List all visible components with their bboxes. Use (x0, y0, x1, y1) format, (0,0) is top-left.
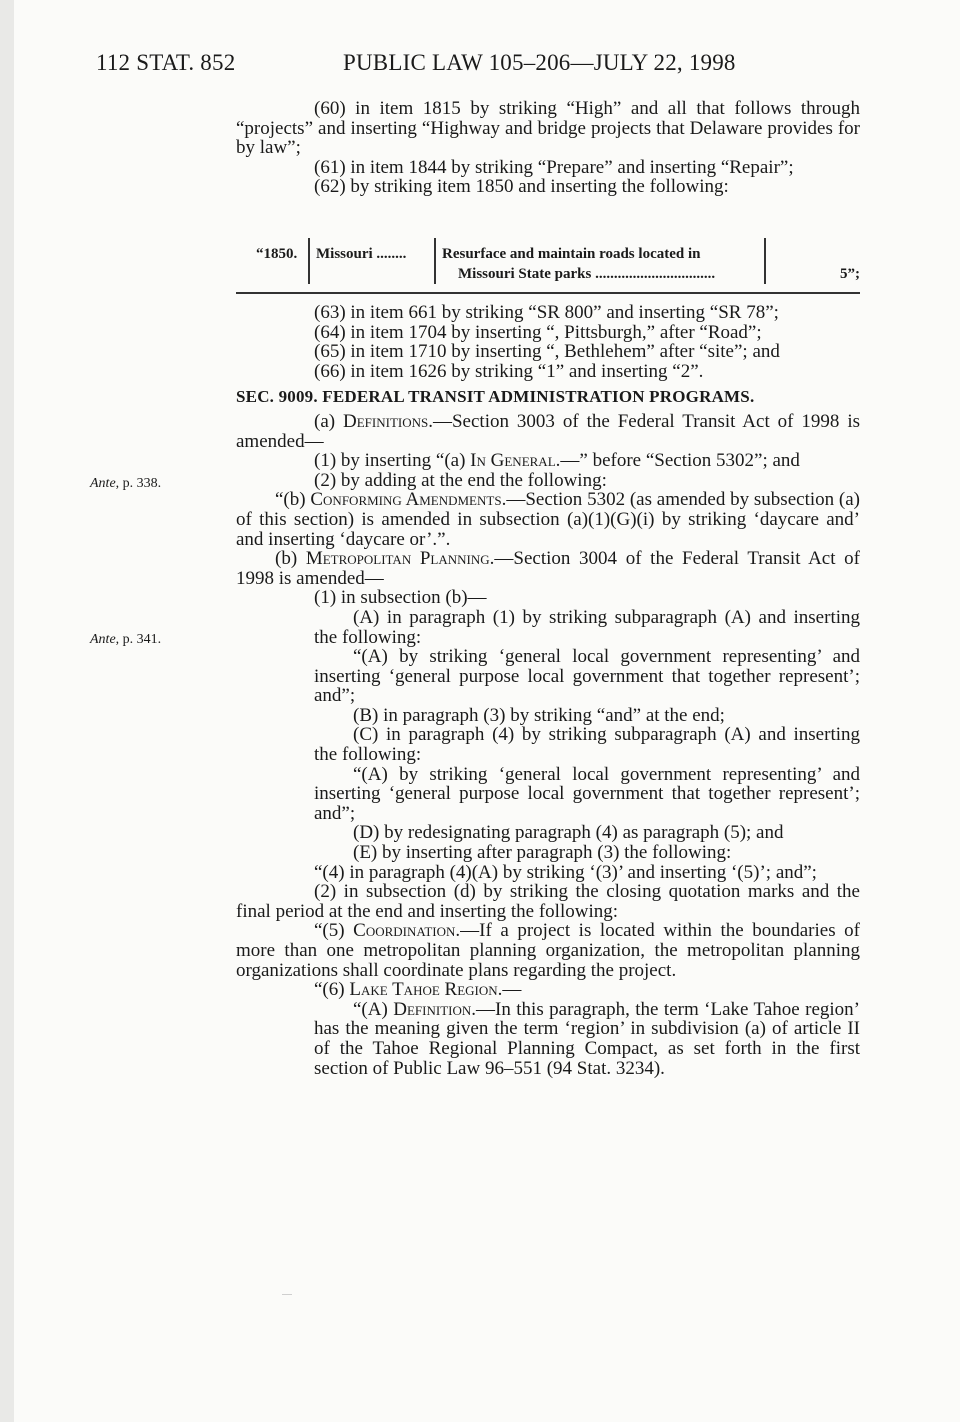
amendment-block-1 (236, 99, 860, 197)
table-description-line-1: Resurface and maintain roads located in (442, 246, 701, 262)
table-amount: 5”; (840, 266, 860, 282)
item-60: (60) in item 1815 by striking “High” and all that follows through “projects” and inserting “Highway and bridge projects that Delaware provides for by law”; (236, 98, 860, 159)
subparagraph-E: (E) by inserting after paragraph (3) the following: (353, 842, 732, 864)
subparagraph-A: (A) in paragraph (1) by striking subparagraph (A) and inserting the following: (314, 606, 860, 648)
quoted-paragraph-4: “(4) in paragraph (4)(A) by striking ‘(3)’ and inserting ‘(5)’; and”; (314, 861, 817, 883)
table-description (442, 244, 762, 284)
quoted-A-second: “(A) by striking ‘general local government representing’ and inserting ‘general purpose local government that together represent’; and”; (314, 763, 860, 824)
item-64: (64) in item 1704 by inserting “, Pittsburgh,” after “Road”; (314, 321, 762, 343)
page-stat-number: 112 STAT. 852 (96, 50, 236, 75)
quoted-A-first: “(A) by striking ‘general local government representing’ and inserting ‘general purpose local government that together represent’; and”; (314, 646, 860, 707)
running-header: PUBLIC LAW 105–206—JULY 22, 1998 (343, 50, 736, 75)
amendment-block-2 (236, 303, 860, 1078)
subsection-a-item-2: (2) by adding at the end the following: (314, 469, 607, 491)
table-state: Missouri ........ (316, 246, 407, 262)
subparagraph-A-definition: “(A) Definition.—In this paragraph, the term ‘Lake Tahoe region’ has the meaning given the term ‘region’ in subdivision (a) of article II of the Tahoe Regional Planning Compact, as set forth in the first section of Public Law 96–551 (94 Stat. 3234). (314, 998, 861, 1079)
section-heading: SEC. 9009. FEDERAL TRANSIT ADMINISTRATION PROGRAMS. (236, 387, 755, 407)
subparagraph-D: (D) by redesignating paragraph (4) as paragraph (5); and (353, 822, 784, 844)
subparagraph-C: (C) in paragraph (4) by striking subparagraph (A) and inserting the following: (314, 724, 860, 766)
subsection-b-item-1: (1) in subsection (b)— (314, 587, 487, 609)
project-table (236, 232, 860, 294)
margin-note-ante-338: Ante, p. 338. (90, 476, 162, 491)
table-item-number: “1850. (256, 246, 298, 262)
item-62: (62) by striking item 1850 and inserting the following: (314, 176, 729, 198)
margin-note-ante-341: Ante, p. 341. (90, 632, 162, 647)
subsection-a-item-1: (1) by inserting “(a) In General.—” before “Section 5302”; and (314, 450, 800, 472)
item-66: (66) in item 1626 by striking “1” and inserting “2”. (314, 360, 704, 382)
subsection-b-item-2: (2) in subsection (d) by striking the closing quotation marks and the final period at the end and inserting the following: (236, 881, 860, 922)
page-edge-shadow (0, 0, 14, 1422)
subsection-a-definitions: (a) Definitions.—Section 3003 of the Federal Transit Act of 1998 is amended— (236, 410, 860, 452)
conforming-amendments-quote: “(b) Conforming Amendments.—Section 5302 (as amended by subsection (a) of this section) is amended in subsection (a)(1)(G)(i) by striking ‘daycare and’ and inserting ‘daycare or’.”. (236, 489, 860, 550)
subsection-b-metropolitan-planning: (b) Metropolitan Planning.—Section 3004 of the Federal Transit Act of 1998 is amended— (236, 548, 860, 589)
table-divider (308, 238, 310, 284)
item-63: (63) in item 661 by striking “SR 800” and inserting “SR 78”; (314, 302, 779, 323)
table-description-line-2: Missouri State parks ................................ (458, 266, 716, 282)
paragraph-6-lake-tahoe: “(6) Lake Tahoe Region.— (314, 979, 522, 1001)
table-divider (434, 238, 436, 284)
paragraph-5-coordination: “(5) Coordination.—If a project is located within the boundaries of more than one metropolitan planning organization, the metropolitan planning organizations shall coordinate plans regarding the project. (236, 920, 860, 981)
item-65: (65) in item 1710 by inserting “, Bethlehem” after “site”; and (314, 341, 780, 363)
scan-mark (282, 1294, 292, 1295)
subparagraph-B: (B) in paragraph (3) by striking “and” at the end; (353, 704, 725, 726)
item-61: (61) in item 1844 by striking “Prepare” and inserting “Repair”; (314, 156, 794, 178)
table-divider (764, 238, 766, 284)
